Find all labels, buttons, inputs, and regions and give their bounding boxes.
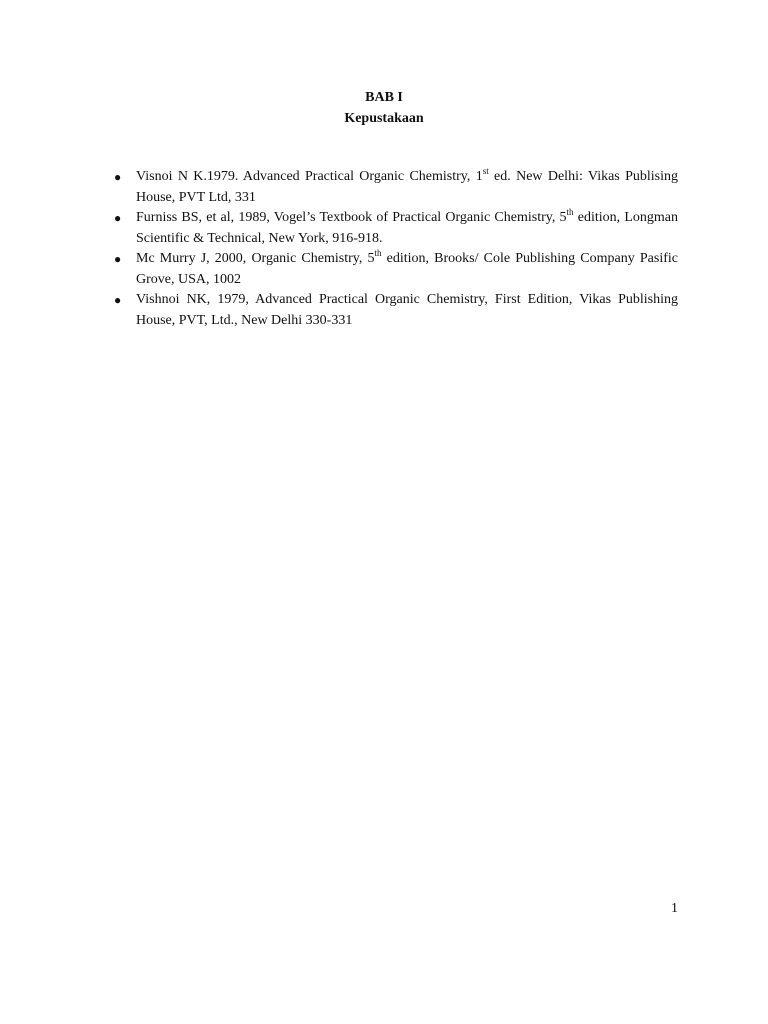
page-number: 1 [671, 901, 678, 916]
reference-item [110, 290, 678, 331]
reference-text-continued: edition, Brooks/ Cole Publishing Company Pasific Grove, USA, 1002 [136, 251, 678, 287]
section-title: Kepustakaan [344, 111, 424, 126]
reference-item [110, 208, 678, 249]
bullet-icon: ● [114, 293, 122, 307]
reference-item [110, 249, 678, 290]
reference-list [110, 167, 678, 331]
reference-item [110, 167, 678, 208]
bullet-icon: ● [114, 170, 122, 184]
reference-superscript: th [374, 248, 382, 258]
reference-text-continued: ed. New Delhi: Vikas Publising House, PVT Ltd, 331 [136, 169, 678, 205]
reference-text-continued: edition, Longman Scientific & Technical, New York, 916-918. [136, 210, 678, 246]
reference-text: Furniss BS, et al, 1989, Vogel’s Textbook of Practical Organic Chemistry, 5 [136, 210, 567, 225]
bullet-icon: ● [114, 211, 122, 225]
reference-superscript: st [482, 166, 489, 176]
reference-text: Vishnoi NK, 1979, Advanced Practical Organic Chemistry, First Edition, Vikas Publishing House, PVT, Ltd., New Delhi 330-331 [136, 292, 678, 328]
reference-superscript: th [566, 207, 574, 217]
chapter-title: BAB I [365, 90, 403, 105]
reference-text: Mc Murry J, 2000, Organic Chemistry, 5 [136, 251, 375, 266]
reference-text: Visnoi N K.1979. Advanced Practical Organic Chemistry, 1 [136, 169, 483, 184]
bullet-icon: ● [114, 252, 122, 266]
